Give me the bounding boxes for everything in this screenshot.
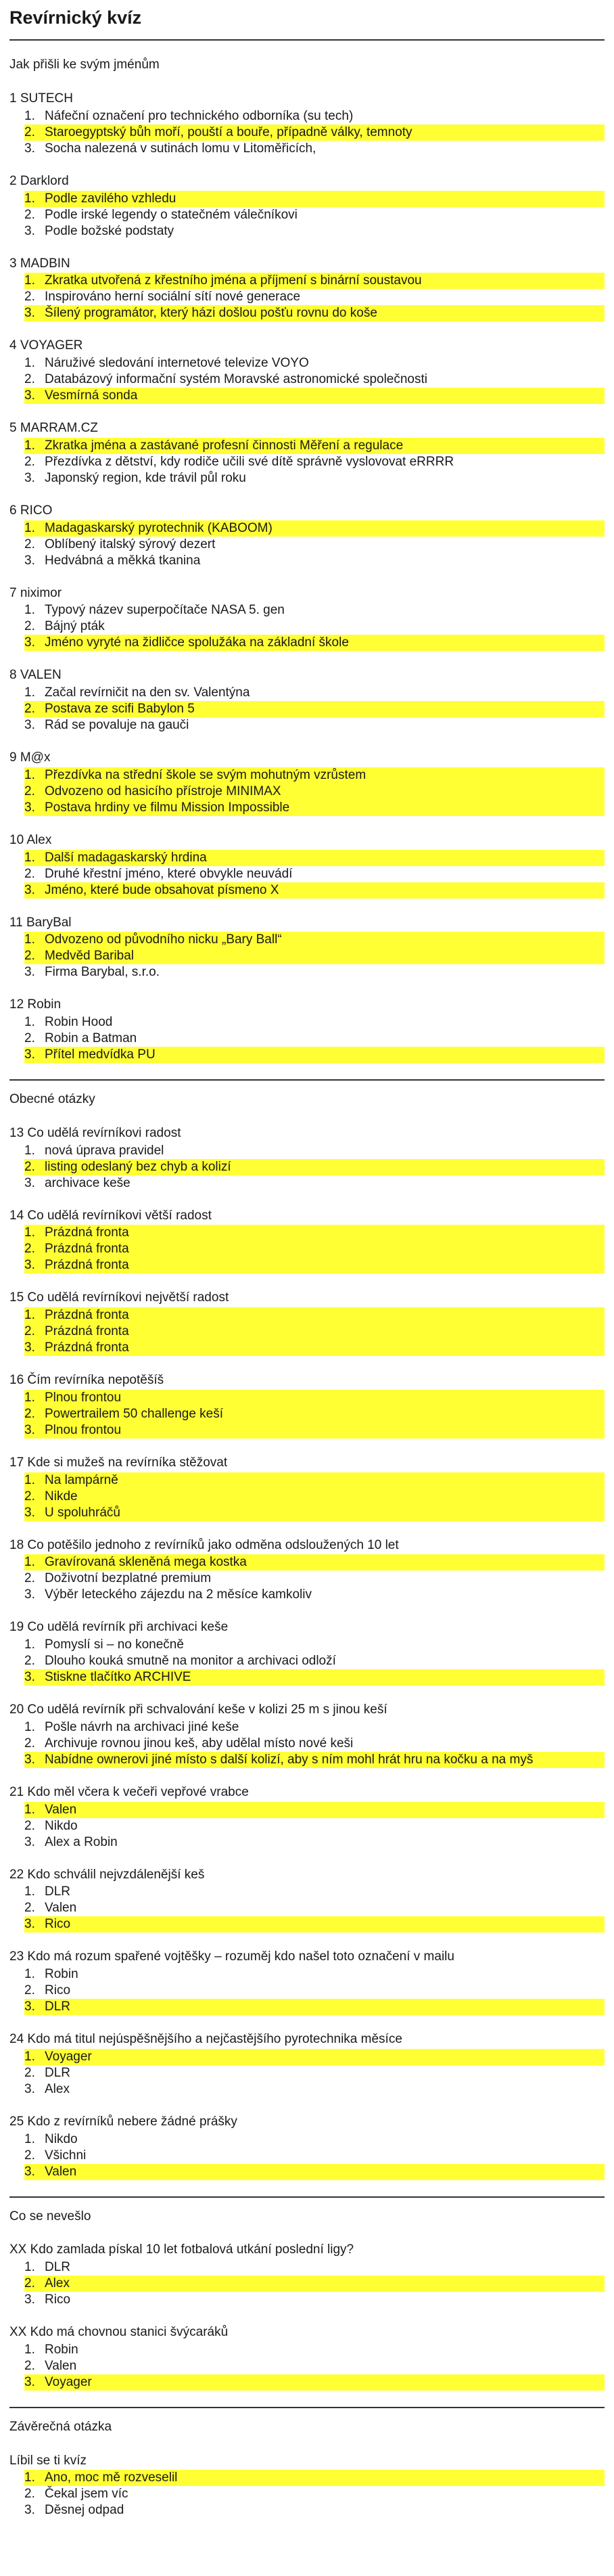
answer-list bbox=[9, 850, 605, 899]
answer-option: Doživotní bezplatné premium bbox=[45, 1571, 212, 1586]
answer-list bbox=[9, 1225, 605, 1273]
answer-option-highlighted: Stiskne tlačítko ARCHIVE bbox=[24, 1669, 605, 1686]
quiz-question bbox=[9, 91, 605, 157]
answer-option: Robin a Batman bbox=[45, 1031, 137, 1046]
section-divider bbox=[9, 1079, 605, 1081]
question-title: 19 Co udělá revírník při archivaci keše bbox=[9, 1620, 229, 1635]
question-title: 6 RICO bbox=[9, 503, 53, 518]
answer-option-highlighted: Jméno, které bude obsahovat písmeno X bbox=[24, 882, 605, 899]
answer-option-highlighted: Ano, moc mě rozveselil bbox=[24, 2470, 605, 2486]
answer-list bbox=[9, 355, 605, 404]
answer-option-highlighted: Zkratka jména a zastávané profesní činnosti Měření a regulace bbox=[24, 438, 605, 454]
quiz-question bbox=[9, 1372, 605, 1439]
question-title: 8 VALEN bbox=[9, 668, 62, 683]
answer-list bbox=[9, 1472, 605, 1521]
quiz-section bbox=[9, 2209, 605, 2391]
answer-option: Náruživé sledování internetové televize VOYO bbox=[45, 356, 309, 371]
question-title: Líbil se ti kvíz bbox=[9, 2453, 87, 2468]
answer-option: Náfeční označení pro technického odborníka (su tech) bbox=[45, 108, 354, 123]
answer-option-highlighted: Postava ze scifi Babylon 5 bbox=[24, 701, 605, 717]
quiz-question bbox=[9, 420, 605, 487]
answer-option: DLR bbox=[45, 1884, 71, 1899]
answer-option-highlighted: Další madagaskarský hrdina bbox=[24, 850, 605, 866]
quiz-question bbox=[9, 503, 605, 569]
quiz-sections bbox=[9, 57, 605, 2518]
answer-list bbox=[9, 438, 605, 487]
answer-option-highlighted: Prázdná fronta bbox=[24, 1307, 605, 1324]
answer-option-highlighted: DLR bbox=[24, 1999, 605, 2015]
section-title: Co se nevešlo bbox=[9, 2209, 91, 2223]
section-title: Závěrečná otázka bbox=[9, 2419, 112, 2434]
answer-option: Hedvábná a měkká tkanina bbox=[45, 553, 201, 568]
answer-option: Oblíbený italský sýrový dezert bbox=[45, 537, 216, 551]
question-title: 14 Co udělá revírníkovi větší radost bbox=[9, 1208, 212, 1223]
question-title: 20 Co udělá revírník při schvalování keše v kolizi 25 m s jinou keší bbox=[9, 1702, 387, 1717]
answer-option-highlighted: Prázdná fronta bbox=[24, 1257, 605, 1273]
answer-option: Firma Barybal, s.r.o. bbox=[45, 965, 160, 980]
answer-option-highlighted: Vesmírná sonda bbox=[24, 388, 605, 404]
answer-option: nová úprava pravidel bbox=[45, 1143, 164, 1158]
quiz-question bbox=[9, 1208, 605, 1274]
document-title: Revírnický kvíz bbox=[9, 7, 142, 28]
quiz-question bbox=[9, 997, 605, 1063]
quiz-question bbox=[9, 1784, 605, 1851]
question-title: XX Kdo má chovnou stanici švýcaráků bbox=[9, 2325, 229, 2340]
answer-option: Začal revírničit na den sv. Valentýna bbox=[45, 685, 250, 700]
question-title: 4 VOYAGER bbox=[9, 338, 83, 353]
answer-option-highlighted: Šílený programátor, který házi došlou pošťu rovnu do koše bbox=[24, 305, 605, 321]
answer-option-highlighted: Valen bbox=[24, 1802, 605, 1818]
quiz-question bbox=[9, 1867, 605, 1933]
answer-option-highlighted: Přítel medvídka PU bbox=[24, 1047, 605, 1063]
answer-list bbox=[9, 2470, 605, 2518]
answer-option-highlighted: Medvěd Baribal bbox=[24, 948, 605, 964]
answer-option: Valen bbox=[45, 1901, 77, 1916]
answer-list bbox=[9, 1884, 605, 1933]
question-title: 17 Kde si mužeš na revírníka stěžovat bbox=[9, 1455, 228, 1470]
quiz-question bbox=[9, 667, 605, 733]
answer-option-highlighted: Prázdná fronta bbox=[24, 1324, 605, 1340]
answer-option-highlighted: Prázdná fronta bbox=[24, 1241, 605, 1257]
answer-option: Nikdo bbox=[45, 1818, 78, 1833]
answer-list bbox=[9, 520, 605, 569]
quiz-question bbox=[9, 1702, 605, 1768]
quiz-question bbox=[9, 2453, 605, 2519]
quiz-question bbox=[9, 2031, 605, 2098]
quiz-question bbox=[9, 1125, 605, 1192]
answer-option-highlighted: Odvozeno od původního nicku „Bary Ball“ bbox=[24, 932, 605, 948]
answer-option: DLR bbox=[45, 2260, 71, 2275]
answer-list bbox=[9, 1390, 605, 1439]
question-title: 22 Kdo schválil nejvzdálenější keš bbox=[9, 1867, 205, 1882]
answer-list bbox=[9, 1802, 605, 1851]
question-title: 12 Robin bbox=[9, 997, 62, 1012]
question-title: 9 M@x bbox=[9, 750, 51, 765]
answer-list bbox=[9, 1014, 605, 1063]
answer-option: Děsnej odpad bbox=[45, 2503, 124, 2518]
answer-list bbox=[9, 1143, 605, 1192]
quiz-question bbox=[9, 173, 605, 240]
question-title: 16 Čím revírníka nepotěšíš bbox=[9, 1373, 164, 1388]
answer-list bbox=[9, 1966, 605, 2015]
quiz-question bbox=[9, 338, 605, 404]
answer-list bbox=[9, 2342, 605, 2391]
answer-list bbox=[9, 932, 605, 980]
question-title: 2 Darklord bbox=[9, 173, 69, 188]
answer-option: Dlouho kouká smutně na monitor a archivaci odloží bbox=[45, 1654, 336, 1669]
answer-option-highlighted: Zkratka utvořená z křestního jména a příjmení s binární soustavou bbox=[24, 273, 605, 289]
question-title: 25 Kdo z revírníků nebere žádné prášky bbox=[9, 2114, 237, 2129]
question-title: 10 Alex bbox=[9, 832, 52, 847]
answer-option-highlighted: Nabídne ownerovi jiné místo s další kolizí, aby s ním mohl hrát hru na kočku a na myš bbox=[24, 1752, 605, 1768]
answer-option-highlighted: Na lampárně bbox=[24, 1472, 605, 1489]
answer-option: Čekal jsem víc bbox=[45, 2487, 128, 2502]
answer-option-highlighted: Postava hrdiny ve filmu Mission Impossible bbox=[24, 800, 605, 816]
question-title: XX Kdo zamlada pískal 10 let fotbalová utkání poslední ligy? bbox=[9, 2242, 354, 2257]
answer-list bbox=[9, 685, 605, 733]
answer-option: Alex bbox=[45, 2081, 70, 2096]
answer-option: Socha nalezená v sutinách lomu v Litoměřicích, bbox=[45, 141, 316, 156]
answer-option-highlighted: Odvozeno od hasicího přístroje MINIMAX bbox=[24, 784, 605, 800]
answer-option-highlighted: Gravírovaná skleněná mega kostka bbox=[24, 1554, 605, 1571]
answer-option: Nikdo bbox=[45, 2131, 78, 2146]
section-divider bbox=[9, 2407, 605, 2408]
answer-option: Podle irské legendy o statečném válečníkovi bbox=[45, 207, 298, 222]
quiz-question bbox=[9, 256, 605, 322]
answer-option: Typový název superpočítače NASA 5. gen bbox=[45, 603, 285, 618]
answer-option-highlighted: Powertrailem 50 challenge keší bbox=[24, 1406, 605, 1422]
answer-option: Všichni bbox=[45, 2148, 87, 2163]
answer-option-highlighted: Plnou frontou bbox=[24, 1390, 605, 1406]
answer-option: Japonský region, kde trávil půl roku bbox=[45, 470, 246, 485]
quiz-question bbox=[9, 2242, 605, 2308]
question-title: 23 Kdo má rozum spařené vojtěšky – rozuměj kdo našel toto označení v mailu bbox=[9, 1949, 454, 1964]
answer-option: Druhé křestní jméno, které obvykle neuvádí bbox=[45, 866, 293, 881]
answer-option-highlighted: Voyager bbox=[24, 2374, 605, 2391]
answer-option: Bájný pták bbox=[45, 619, 105, 634]
question-title: 15 Co udělá revírníkovi největší radost bbox=[9, 1290, 229, 1305]
quiz-question bbox=[9, 915, 605, 981]
answer-option: Robin Hood bbox=[45, 1015, 113, 1030]
answer-option-highlighted: Prázdná fronta bbox=[24, 1340, 605, 1356]
quiz-section bbox=[9, 1091, 605, 2180]
answer-option-highlighted: Valen bbox=[24, 2164, 605, 2180]
answer-list bbox=[9, 1307, 605, 1356]
quiz-question bbox=[9, 1455, 605, 1521]
answer-option: Pomyslí si – no konečně bbox=[45, 1637, 184, 1652]
section-title: Obecné otázky bbox=[9, 1092, 95, 1107]
answer-option: Výběr leteckého zájezdu na 2 měsíce kamkoliv bbox=[45, 1587, 312, 1602]
answer-option-highlighted: Rico bbox=[24, 1916, 605, 1933]
section-divider bbox=[9, 2196, 605, 2198]
answer-option: Přezdívka z dětství, kdy rodiče učili své dítě správně vyslovovat eRRRR bbox=[45, 454, 454, 469]
answer-list bbox=[9, 108, 605, 157]
quiz-question bbox=[9, 750, 605, 816]
answer-list bbox=[9, 2131, 605, 2180]
quiz-question bbox=[9, 1290, 605, 1356]
question-title: 13 Co udělá revírníkovi radost bbox=[9, 1125, 181, 1140]
quiz-question bbox=[9, 1537, 605, 1604]
answer-option: Rico bbox=[45, 1983, 71, 1998]
answer-option-highlighted: Přezdívka na střední škole se svým mohutným vzrůstem bbox=[24, 767, 605, 784]
answer-option-highlighted: Voyager bbox=[24, 2049, 605, 2065]
answer-option-highlighted: Nikde bbox=[24, 1489, 605, 1505]
answer-option: Valen bbox=[45, 2358, 77, 2373]
answer-list bbox=[9, 1719, 605, 1768]
answer-option-highlighted: Staroegyptský bůh moří, pouští a bouře, případně války, temnoty bbox=[24, 125, 605, 141]
answer-option-highlighted: U spoluhráčů bbox=[24, 1505, 605, 1521]
answer-list bbox=[9, 2259, 605, 2308]
answer-option: DLR bbox=[45, 2065, 71, 2080]
answer-option: Databázový informační systém Moravské astronomické společnosti bbox=[45, 372, 428, 387]
answer-list bbox=[9, 273, 605, 321]
answer-list bbox=[9, 191, 605, 240]
quiz-section bbox=[9, 57, 605, 1063]
section-title: Jak přišli ke svým jménům bbox=[9, 58, 160, 72]
answer-option: Rico bbox=[45, 2292, 71, 2307]
answer-option-highlighted: Alex bbox=[24, 2276, 605, 2292]
answer-option-highlighted: Madagaskarský pyrotechnik (KABOOM) bbox=[24, 520, 605, 537]
question-title: 11 BaryBal bbox=[9, 915, 72, 930]
question-title: 18 Co potěšilo jednoho z revírníků jako odměna odsloužených 10 let bbox=[9, 1537, 399, 1552]
quiz-question bbox=[9, 832, 605, 899]
answer-option: Archivuje rovnou jinou keš, aby udělal místo nové keši bbox=[45, 1736, 354, 1750]
question-title: 1 SUTECH bbox=[9, 91, 73, 106]
quiz-question bbox=[9, 585, 605, 652]
answer-option: Robin bbox=[45, 2342, 78, 2357]
quiz-section bbox=[9, 2419, 605, 2519]
quiz-question bbox=[9, 1619, 605, 1686]
answer-option: Alex a Robin bbox=[45, 1834, 118, 1849]
answer-option-highlighted: Prázdná fronta bbox=[24, 1225, 605, 1241]
question-title: 21 Kdo měl včera k večeři vepřové vrabce bbox=[9, 1784, 249, 1799]
question-title: 5 MARRAM.CZ bbox=[9, 421, 98, 436]
answer-option: Podle božské podstaty bbox=[45, 223, 174, 238]
answer-option-highlighted: listing odeslaný bez chyb a kolizí bbox=[24, 1159, 605, 1175]
answer-list bbox=[9, 1637, 605, 1686]
answer-option: Rád se povaluje na gauči bbox=[45, 718, 189, 733]
answer-list bbox=[9, 767, 605, 816]
question-title: 3 MADBIN bbox=[9, 256, 70, 271]
answer-option: Robin bbox=[45, 1967, 78, 1982]
answer-list bbox=[9, 602, 605, 651]
answer-list bbox=[9, 2049, 605, 2098]
answer-option-highlighted: Jméno vyryté na židličce spolužáka na základní škole bbox=[24, 635, 605, 651]
answer-list bbox=[9, 1554, 605, 1603]
answer-option-highlighted: Podle zavilého vzhledu bbox=[24, 191, 605, 207]
document-page bbox=[0, 7, 614, 2518]
answer-option: Pošle návrh na archivaci jiné keše bbox=[45, 1719, 239, 1734]
answer-option: archivace keše bbox=[45, 1175, 131, 1190]
question-title: 24 Kdo má titul nejúspěšnějšího a nejčastějšího pyrotechnika měsíce bbox=[9, 2032, 402, 2047]
answer-option: Inspirováno herní sociální sítí nové generace bbox=[45, 290, 301, 304]
title-divider bbox=[9, 39, 605, 41]
quiz-question bbox=[9, 1949, 605, 2015]
answer-option-highlighted: Plnou frontou bbox=[24, 1422, 605, 1439]
quiz-question bbox=[9, 2324, 605, 2391]
quiz-question bbox=[9, 2114, 605, 2180]
question-title: 7 niximor bbox=[9, 585, 62, 600]
